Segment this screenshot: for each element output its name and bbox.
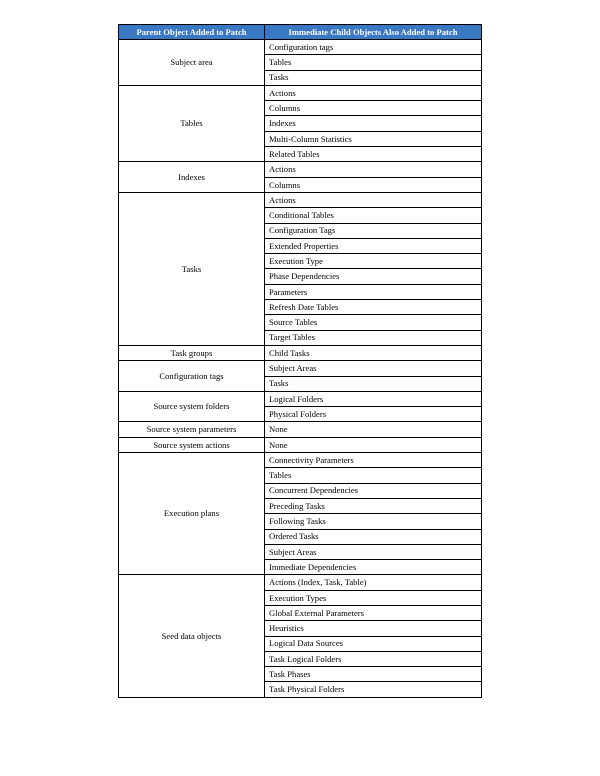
child-object-cell: Columns [265,101,482,116]
table-row [119,453,482,468]
table-row [119,575,482,590]
table-row [119,192,482,207]
child-object-cell: Actions (Index, Task, Table) [265,575,482,590]
table-row [119,422,482,437]
child-object-cell: Child Tasks [265,345,482,360]
child-object-cell: Task Phases [265,667,482,682]
child-object-cell: Configuration Tags [265,223,482,238]
child-object-cell: Indexes [265,116,482,131]
parent-object-cell: Tables [119,85,265,161]
table-row [119,345,482,360]
child-object-cell: Conditional Tables [265,208,482,223]
child-object-cell: Columns [265,177,482,192]
patch-objects-table [118,24,482,698]
child-object-cell: Actions [265,192,482,207]
child-object-cell: Logical Data Sources [265,636,482,651]
parent-object-cell: Source system actions [119,437,265,452]
parent-object-cell: Seed data objects [119,575,265,697]
table-row [119,162,482,177]
table-body [119,40,482,698]
child-object-cell: Heuristics [265,621,482,636]
child-object-cell: Parameters [265,284,482,299]
table-row [119,391,482,406]
table-row [119,40,482,55]
table-row [119,85,482,100]
parent-object-cell: Tasks [119,192,265,345]
parent-object-cell: Indexes [119,162,265,193]
child-object-cell: Execution Type [265,254,482,269]
child-object-cell: Tasks [265,70,482,85]
child-object-cell: Task Logical Folders [265,651,482,666]
child-object-cell: Logical Folders [265,391,482,406]
table-header-row [119,25,482,40]
child-object-cell: Configuration tags [265,40,482,55]
child-object-cell: None [265,422,482,437]
child-object-cell: Preceding Tasks [265,498,482,513]
parent-object-cell: Task groups [119,345,265,360]
child-object-cell: None [265,437,482,452]
child-object-cell: Source Tables [265,315,482,330]
child-object-cell: Subject Areas [265,544,482,559]
child-object-cell: Actions [265,85,482,100]
table-row [119,437,482,452]
child-object-cell: Connectivity Parameters [265,453,482,468]
child-object-cell: Following Tasks [265,514,482,529]
child-object-cell: Phase Dependencies [265,269,482,284]
child-object-cell: Concurrent Dependencies [265,483,482,498]
parent-object-cell: Configuration tags [119,361,265,392]
parent-object-cell: Execution plans [119,453,265,575]
child-object-cell: Execution Types [265,590,482,605]
header-parent-object: Parent Object Added to Patch [119,25,265,40]
child-object-cell: Related Tables [265,147,482,162]
child-object-cell: Subject Areas [265,361,482,376]
child-object-cell: Tables [265,468,482,483]
child-object-cell: Physical Folders [265,407,482,422]
child-object-cell: Task Physical Folders [265,682,482,697]
child-object-cell: Immediate Dependencies [265,560,482,575]
header-child-objects: Immediate Child Objects Also Added to Patch [265,25,482,40]
parent-object-cell: Subject area [119,40,265,86]
child-object-cell: Refresh Date Tables [265,300,482,315]
table-row [119,361,482,376]
child-object-cell: Target Tables [265,330,482,345]
parent-object-cell: Source system folders [119,391,265,422]
child-object-cell: Tasks [265,376,482,391]
child-object-cell: Ordered Tasks [265,529,482,544]
child-object-cell: Global External Parameters [265,605,482,620]
child-object-cell: Multi-Column Statistics [265,131,482,146]
parent-object-cell: Source system parameters [119,422,265,437]
child-object-cell: Extended Properties [265,238,482,253]
child-object-cell: Actions [265,162,482,177]
child-object-cell: Tables [265,55,482,70]
